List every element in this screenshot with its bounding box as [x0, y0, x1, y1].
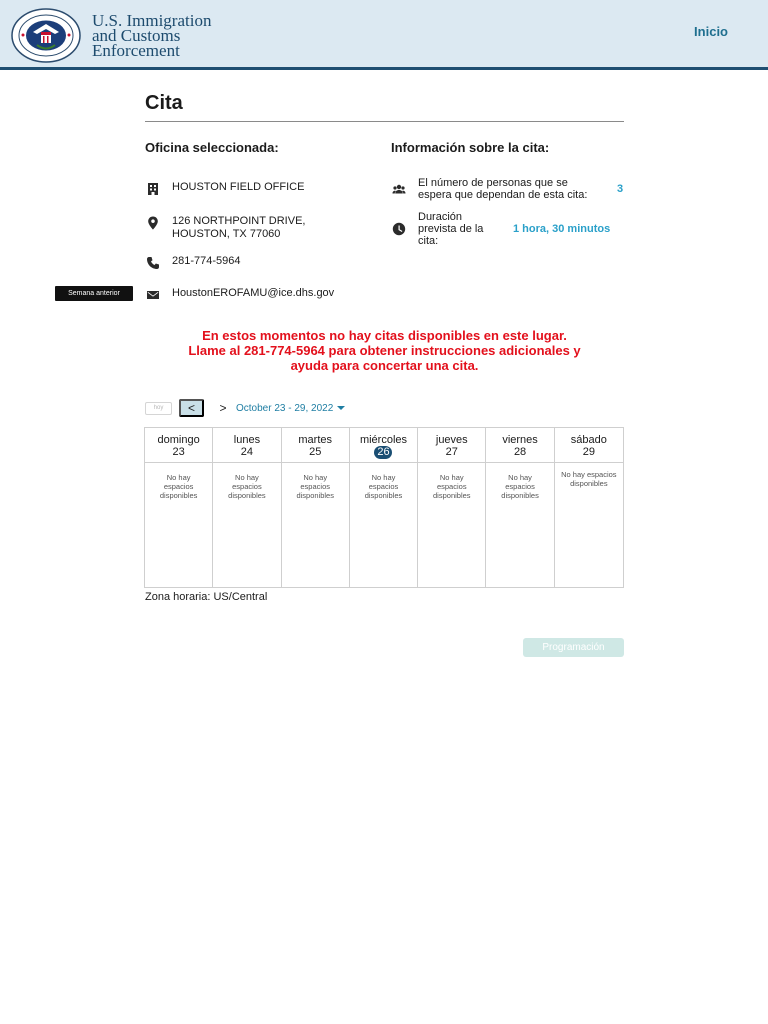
- slot-text-2: espacios: [436, 482, 467, 491]
- previous-week-tooltip: Semana anterior: [55, 286, 133, 301]
- slot-text-1: No hay: [371, 473, 396, 482]
- address-line-1: 126 NORTHPOINT DRIVE,: [172, 215, 306, 227]
- day-slots: [555, 463, 623, 587]
- no-availability-alert: [145, 328, 624, 373]
- slot-text-2: disponibles: [570, 479, 608, 488]
- day-column-saturday: [555, 428, 623, 587]
- day-header: [282, 428, 349, 463]
- previous-week-button[interactable]: <: [179, 399, 204, 417]
- slot-text-2: espacios: [368, 482, 399, 491]
- day-number: 24: [240, 446, 254, 458]
- slot-text-1: No hay: [439, 473, 464, 482]
- office-name: HOUSTON FIELD OFFICE: [172, 181, 305, 193]
- caret-down-icon: [337, 406, 345, 410]
- office-phone[interactable]: 281-774-5964: [172, 255, 241, 267]
- day-column-friday: [486, 428, 554, 587]
- envelope-icon: [145, 287, 161, 303]
- day-name: lunes: [233, 434, 261, 446]
- group-icon: [391, 181, 407, 197]
- timezone-label: Zona horaria: US/Central: [145, 591, 268, 603]
- day-name: sábado: [570, 434, 607, 446]
- page-title: Cita: [145, 92, 183, 114]
- day-slots: [486, 463, 553, 587]
- day-number: 28: [513, 446, 527, 458]
- schedule-button[interactable]: Programación: [523, 638, 624, 657]
- people-label-line-1: El número de personas que se: [418, 177, 568, 189]
- address-line-2: HOUSTON, TX 77060: [172, 228, 281, 240]
- office-email[interactable]: HoustonEROFAMU@ice.dhs.gov: [172, 287, 335, 299]
- week-calendar: [144, 427, 624, 588]
- day-number: 25: [309, 446, 322, 458]
- day-name: martes: [298, 434, 333, 446]
- day-header: [555, 428, 623, 463]
- slot-text-3: disponibles: [159, 491, 198, 500]
- duration-label-line-1: Duración: [418, 211, 463, 223]
- phone-icon: [145, 255, 161, 271]
- day-column-monday: [213, 428, 281, 587]
- week-range-text: October 23 - 29, 2022: [236, 402, 334, 414]
- office-address: [172, 215, 305, 241]
- day-header: [486, 428, 553, 463]
- slot-text-2: espacios: [300, 482, 330, 491]
- appointment-heading: Información sobre la cita:: [391, 140, 550, 155]
- day-name: miércoles: [359, 434, 408, 446]
- today-button[interactable]: hoy: [145, 402, 172, 415]
- day-slots: [145, 463, 212, 587]
- people-label: [418, 177, 587, 201]
- day-column-tuesday: [282, 428, 350, 587]
- slot-text-1: No hay: [508, 473, 532, 482]
- duration-row: [391, 211, 483, 247]
- day-slots: [282, 463, 349, 587]
- calendar-toolbar: [145, 399, 345, 417]
- day-number: 23: [172, 446, 185, 458]
- day-header: [350, 428, 417, 463]
- slot-text-3: disponibles: [296, 491, 334, 500]
- next-week-button[interactable]: >: [216, 399, 230, 417]
- day-number: 27: [445, 446, 458, 458]
- day-column-thursday: [418, 428, 486, 587]
- day-slots: [418, 463, 485, 587]
- slot-text-3: disponibles: [501, 491, 539, 500]
- week-range-dropdown[interactable]: [236, 403, 345, 414]
- current-day-number: 26: [374, 446, 392, 459]
- slot-text-3: disponibles: [228, 491, 266, 500]
- title-divider: [145, 121, 624, 122]
- dhs-seal-icon: [11, 8, 81, 63]
- alert-line-1: En estos momentos no hay citas disponibles en este lugar.: [202, 328, 567, 343]
- day-name: viernes: [502, 434, 538, 446]
- map-pin-icon: [145, 215, 161, 231]
- day-name: jueves: [435, 434, 468, 446]
- slot-text-1: No hay espacios: [561, 470, 617, 479]
- day-slots: [350, 463, 417, 587]
- office-phone-row: [145, 255, 241, 271]
- alert-line-2: Llame al 281-774-5964 para obtener instrucciones adicionales y: [188, 343, 581, 358]
- slot-text-2: espacios: [505, 482, 535, 491]
- alert-line-3: ayuda para concertar una cita.: [290, 358, 479, 373]
- slot-text-3: disponibles: [433, 491, 471, 500]
- brand-line-1: U.S. Immigration: [92, 11, 212, 30]
- day-header: [213, 428, 280, 463]
- brand-line-3: Enforcement: [92, 41, 180, 60]
- clock-icon: [391, 221, 407, 237]
- agency-brand: [92, 13, 211, 58]
- slot-text-3: disponibles: [364, 491, 403, 500]
- office-heading: Oficina seleccionada:: [145, 140, 279, 155]
- people-row: [391, 177, 587, 201]
- people-label-line-2: espera que dependan de esta cita:: [418, 189, 588, 201]
- office-name-row: [145, 181, 304, 197]
- duration-label-line-2: prevista de la: [418, 223, 484, 235]
- nav-home-link[interactable]: Inicio: [694, 24, 728, 39]
- duration-value: 1 hora, 30 minutos: [513, 223, 611, 235]
- duration-label: [418, 211, 483, 247]
- building-icon: [145, 181, 161, 197]
- day-header: [145, 428, 212, 463]
- people-count: 3: [617, 183, 624, 195]
- slot-text-2: espacios: [232, 482, 262, 491]
- office-address-row: [145, 215, 305, 241]
- day-slots: [213, 463, 280, 587]
- day-name: domingo: [157, 434, 200, 446]
- day-column-sunday: [145, 428, 213, 587]
- day-number: 29: [582, 446, 595, 458]
- office-email-row: [145, 287, 334, 303]
- slot-text-1: No hay: [235, 473, 259, 482]
- duration-label-line-3: cita:: [418, 235, 439, 247]
- slot-text-1: No hay: [303, 473, 328, 482]
- slot-text-2: espacios: [163, 482, 194, 491]
- day-column-wednesday: [350, 428, 418, 587]
- day-header: [418, 428, 485, 463]
- brand-line-2: and Customs: [92, 26, 181, 45]
- site-header: [0, 0, 768, 70]
- slot-text-1: No hay: [166, 473, 191, 482]
